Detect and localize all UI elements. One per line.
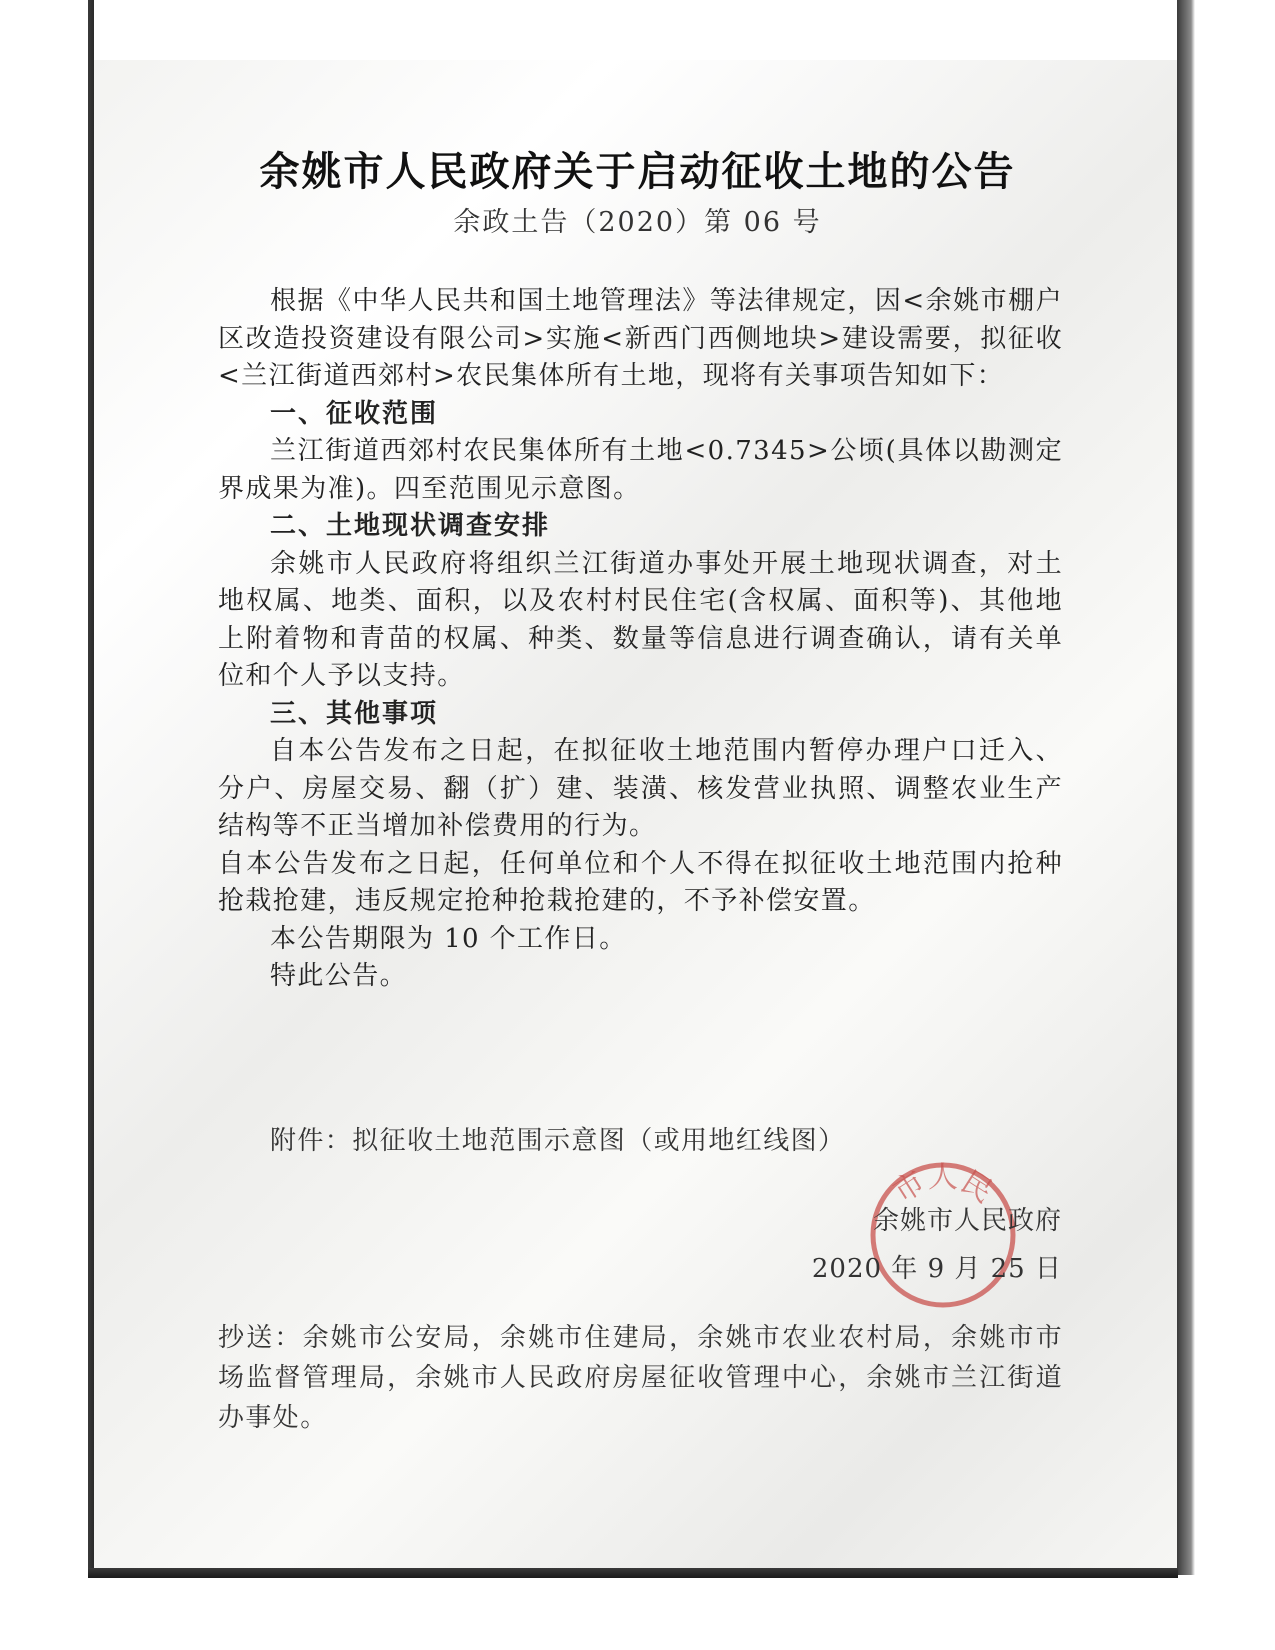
cc-list: [218, 1318, 1063, 1438]
document-title: 余姚市人民政府关于启动征收土地的公告: [259, 148, 1016, 195]
issue-date: 2020 年 9 月 25 日: [811, 1254, 1062, 1284]
scan-edge-bottom: [88, 1568, 1178, 1578]
section1-heading: 一、征收范围: [270, 398, 439, 429]
section3-text2: 自本公告发布之日起，任何单位和个人不得在拟征收土地范围内抢种抢栽抢建，违反规定抢种抢栽抢建的，不予补偿安置。: [218, 848, 1063, 916]
section2-heading: 二、土地现状调查安排: [270, 511, 551, 541]
cc-text: 抄送：余姚市公安局，余姚市住建局，余姚市农业农村局，余姚市市场监督管理局，余姚市人民政府房屋征收管理中心，余姚市兰江街道办事处。: [218, 1323, 1063, 1433]
section3-text1: 自本公告发布之日起，在拟征收土地范围内暂停办理户口迁入、分户、房屋交易、翻（扩）建、装潢、核发营业执照、调整农业生产结构等不正当增加补偿费用的行为。: [218, 736, 1063, 841]
section1-text: 兰江街道西郊村农民集体所有土地<0.7345>公顷(具体以勘测定界成果为准)。四至范围见示意图。: [218, 436, 1063, 504]
issuer-name: 余姚市人民政府: [872, 1206, 1062, 1236]
document-body: [218, 283, 1063, 996]
attachment-note: 附件：拟征收土地范围示意图（或用地红线图）: [270, 1126, 846, 1156]
section2-text: 余姚市人民政府将组织兰江街道办事处开展土地现状调查，对土地权属、地类、面积，以及农村村民住宅(含权属、面积等)、其他地上附着物和青苗的权属、种类、数量等信息进行调查确认，请有关单位和个人予以支持。: [218, 548, 1063, 691]
seal-text: 市人民: [887, 1160, 999, 1211]
section3-heading: 三、其他事项: [270, 698, 439, 729]
section3-text3: 本公告期限为 10 个工作日。: [270, 923, 627, 954]
document-number: 余政土告（2020）第 06 号: [453, 207, 822, 238]
section3-text4: 特此公告。: [270, 961, 408, 991]
intro-paragraph: 根据《中华人民共和国土地管理法》等法律规定，因<余姚市棚户区改造投资建设有限公司>实施<新西门西侧地块>建设需要，拟征收<兰江街道西郊村>农民集体所有土地，现将有关事项告知如下：: [218, 286, 1063, 391]
